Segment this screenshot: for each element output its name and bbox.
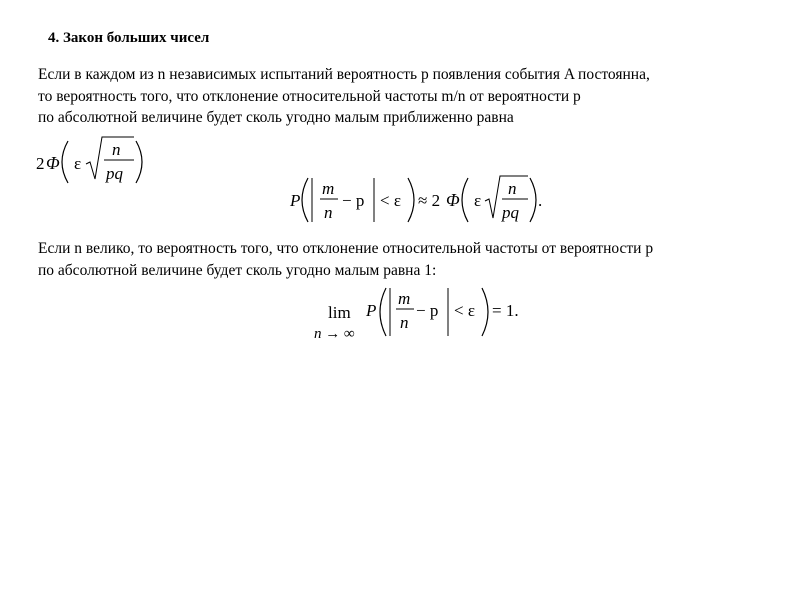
formula-phi: Φ <box>446 190 460 210</box>
formula-P: P <box>366 301 377 320</box>
formula-coef: 2 <box>36 154 45 173</box>
paragraph-line: то вероятность того, что отклонение относительной частоты m/n от вероятности p <box>38 87 581 105</box>
paragraph-limit <box>38 238 653 281</box>
formula-numerator: n <box>508 179 517 198</box>
paragraph-line: Если в каждом из n независимых испытаний вероятность p появления события A постоянна, <box>38 66 650 83</box>
formula-lt-eps: < ε <box>454 301 475 320</box>
formula-denominator: pq <box>106 164 123 183</box>
formula-numerator: n <box>112 140 121 159</box>
formula-left-paren-2 <box>462 178 468 222</box>
formula-minus-p: − p <box>342 191 365 210</box>
formula-limit <box>310 284 532 348</box>
section-heading: 4. Закон больших чисел <box>48 30 210 46</box>
formula-right-paren <box>408 178 414 222</box>
paragraph-line: по абсолютной величине будет сколь угодно малым равна 1: <box>38 261 437 279</box>
paragraph-line: Если n велико, то вероятность того, что отклонение относительной частоты от вероятности p <box>38 240 654 257</box>
formula-main-approximation <box>288 168 544 232</box>
formula-approximation-value <box>34 131 146 193</box>
formula-epsilon: ε <box>474 191 482 210</box>
formula-lt-eps: < ε <box>380 191 401 210</box>
formula-n: n <box>400 313 409 332</box>
paragraph-condition <box>38 64 650 129</box>
formula-n: n <box>324 203 333 222</box>
formula-left-paren <box>62 141 68 183</box>
formula-approx: ≈ 2 <box>418 191 441 210</box>
formula-left-paren <box>380 288 386 336</box>
formula-right-paren <box>136 141 142 183</box>
formula-lim-subscript: n → ∞ <box>314 326 355 342</box>
formula-right-paren-2 <box>530 178 536 222</box>
formula-right-paren <box>482 288 488 336</box>
formula-epsilon: ε <box>74 154 82 173</box>
formula-denominator: pq <box>502 203 519 222</box>
formula-lim: lim <box>328 303 351 322</box>
paragraph-line: по абсолютной величине будет сколь угодно малым приближенно равна <box>38 109 514 126</box>
formula-phi: Φ <box>46 153 60 173</box>
formula-left-paren <box>302 178 308 222</box>
formula-period: . <box>538 191 543 210</box>
formula-P: P <box>290 191 301 210</box>
formula-minus-p: − p <box>416 301 439 320</box>
formula-m: m <box>398 289 411 308</box>
formula-eq-one: = 1. <box>492 301 519 320</box>
formula-m: m <box>322 179 335 198</box>
